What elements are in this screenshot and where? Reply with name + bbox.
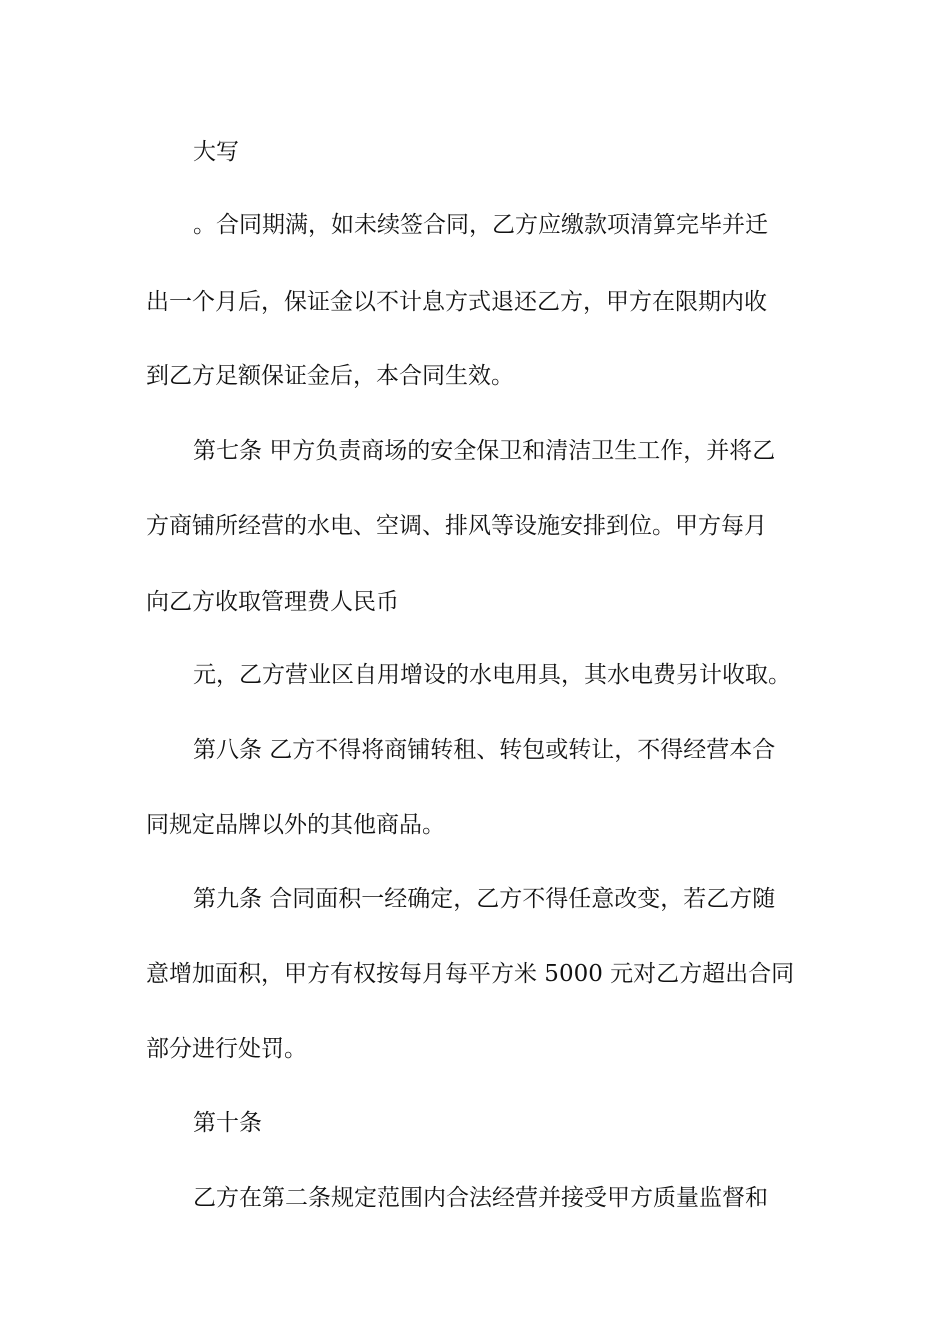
text-line-6: 方商铺所经营的水电、空调、排风等设施安排到位。甲方每月 [146,513,767,539]
text-line-14: 第十条 [193,1110,262,1136]
text-line-9: 第八条 乙方不得将商铺转租、转包或转让，不得经营本合 [193,737,776,763]
text-line-12: 意增加面积，甲方有权按每月每平方米 5000 元对乙方超出合同 [146,961,795,987]
text-line-5: 第七条 甲方负责商场的安全保卫和清洁卫生工作，并将乙 [193,438,776,464]
text-line-3: 出一个月后，保证金以不计息方式退还乙方，甲方在限期内收 [146,289,767,315]
text-line-10: 同规定品牌以外的其他商品。 [146,812,445,838]
text-line-7: 向乙方收取管理费人民币 [146,589,399,615]
text-line-4: 到乙方足额保证金后，本合同生效。 [146,363,514,389]
text-line-13: 部分进行处罚。 [146,1036,307,1062]
text-line-8: 元，乙方营业区自用增设的水电用具，其水电费另计收取。 [193,662,791,688]
text-line-1: 大写 [193,139,239,165]
text-line-15: 乙方在第二条规定范围内合法经营并接受甲方质量监督和 [193,1185,768,1211]
text-line-11: 第九条 合同面积一经确定，乙方不得任意改变，若乙方随 [193,886,776,912]
text-line-2: 。合同期满，如未续签合同，乙方应缴款项清算完毕并迁 [193,212,768,238]
